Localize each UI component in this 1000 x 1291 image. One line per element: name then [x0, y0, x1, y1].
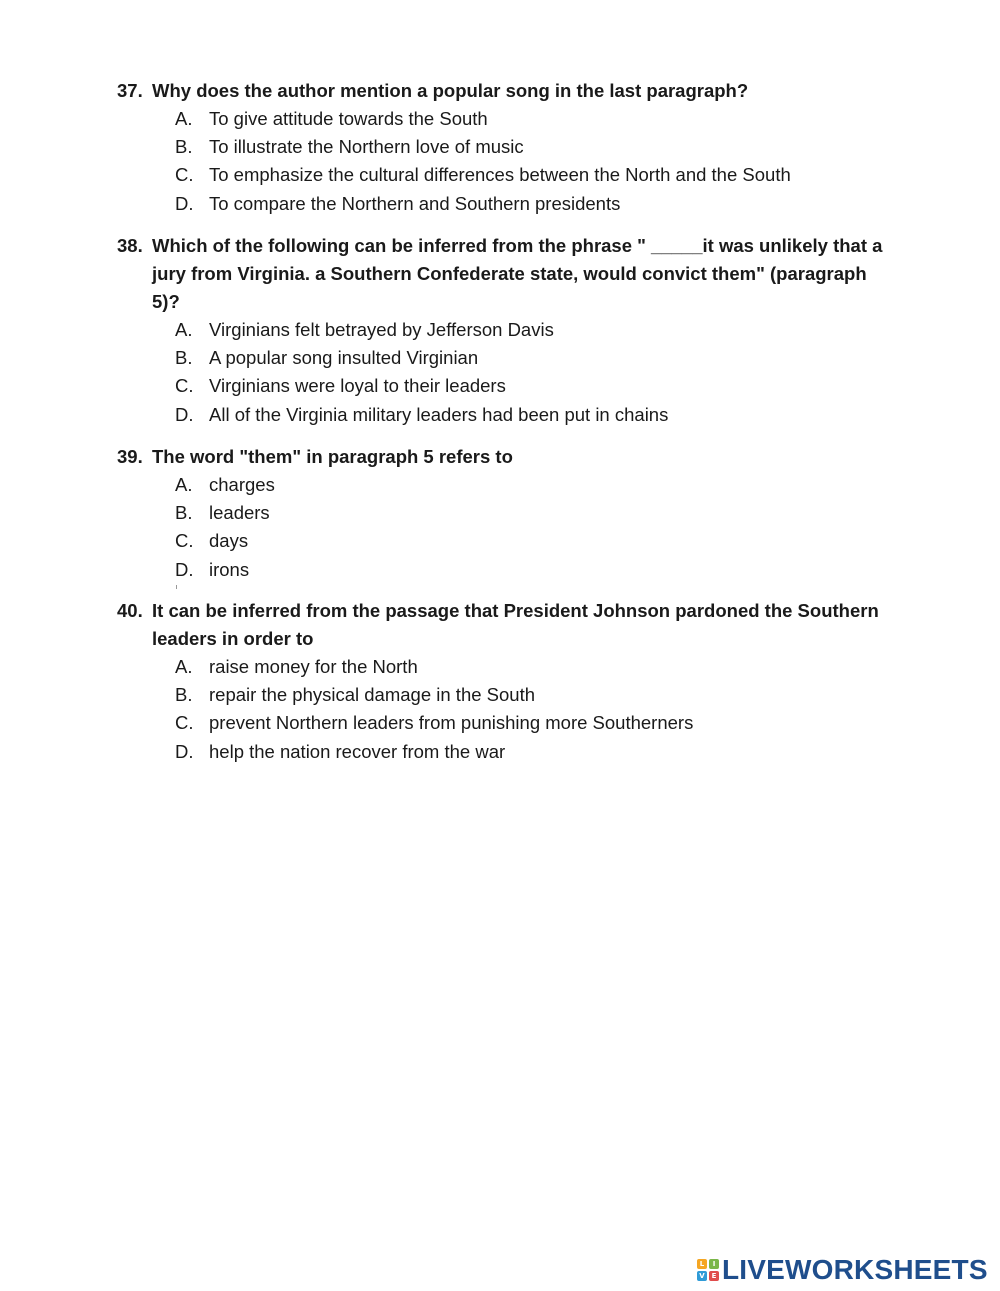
logo-mark-tile: V [697, 1271, 707, 1281]
option-letter: B. [175, 347, 193, 369]
question-number: 39. [117, 446, 143, 467]
option-letter: A. [175, 656, 193, 677]
option-text: prevent Northern leaders from punishing more Southerners [209, 712, 694, 734]
answer-option-a[interactable] [175, 653, 897, 681]
question-text: It can be inferred from the passage that President Johnson pardoned the Southern leaders in order to [152, 600, 879, 649]
question-39 [117, 443, 897, 584]
stray-mark [176, 585, 177, 589]
question-number: 40. [117, 600, 143, 621]
option-text: charges [209, 474, 275, 495]
question-text: The word "them" in paragraph 5 refers to [152, 446, 513, 467]
question-stem [117, 443, 897, 471]
answer-option-c[interactable] [175, 709, 897, 737]
option-text: To compare the Northern and Southern presidents [209, 192, 621, 214]
logo-text: LIVEWORKSHEETS [722, 1254, 988, 1285]
question-38 [117, 232, 897, 429]
answer-options [117, 471, 897, 584]
option-letter: C. [175, 530, 194, 552]
option-letter: C. [175, 712, 194, 734]
option-text: raise money for the North [209, 656, 418, 677]
answer-option-b[interactable] [175, 133, 897, 161]
option-letter: D. [175, 403, 194, 425]
question-stem [117, 77, 897, 105]
option-letter: D. [175, 558, 194, 580]
option-letter: A. [175, 108, 193, 129]
option-letter: B. [175, 684, 193, 706]
answer-option-a[interactable] [175, 105, 897, 133]
option-text: To emphasize the cultural differences between the North and the South [209, 164, 791, 186]
option-text: repair the physical damage in the South [209, 684, 536, 706]
option-text: To give attitude towards the South [209, 108, 488, 129]
question-stem [117, 597, 897, 653]
answer-options [117, 316, 897, 429]
logo-mark-tile: I [709, 1259, 719, 1269]
logo-mark-icon [697, 1259, 719, 1281]
answer-option-d[interactable] [175, 401, 897, 429]
option-letter: A. [175, 319, 193, 340]
option-letter: C. [175, 164, 194, 186]
option-text: leaders [209, 502, 270, 524]
option-letter: A. [175, 474, 193, 495]
answer-options [117, 653, 897, 766]
answer-option-d[interactable] [175, 556, 897, 584]
answer-option-c[interactable] [175, 161, 897, 189]
liveworksheets-logo[interactable] [697, 1256, 988, 1284]
answer-option-b[interactable] [175, 499, 897, 527]
answer-option-b[interactable] [175, 681, 897, 709]
logo-mark-tile: L [697, 1259, 707, 1269]
option-text: All of the Virginia military leaders had been put in chains [209, 403, 669, 425]
option-letter: B. [175, 136, 193, 158]
question-number: 38. [117, 235, 143, 256]
option-text: irons [209, 558, 250, 580]
answer-option-c[interactable] [175, 527, 897, 555]
option-letter: D. [175, 740, 194, 762]
answer-option-a[interactable] [175, 316, 897, 344]
option-text: days [209, 530, 249, 552]
option-text: help the nation recover from the war [209, 740, 506, 762]
option-letter: C. [175, 375, 194, 397]
answer-option-d[interactable] [175, 190, 897, 218]
option-text: To illustrate the Northern love of music [209, 136, 524, 158]
option-text: Virginians felt betrayed by Jefferson Davis [209, 319, 554, 340]
answer-options [117, 105, 897, 218]
answer-option-a[interactable] [175, 471, 897, 499]
question-stem [117, 232, 897, 316]
option-text: A popular song insulted Virginian [209, 347, 479, 369]
option-letter: B. [175, 502, 193, 524]
question-text: Which of the following can be inferred from the phrase " _____it was unlikely that a jury from Virginia. a Southern Confederate state, would convict them" (paragraph 5)? [152, 235, 883, 312]
question-37 [117, 77, 897, 218]
question-number: 37. [117, 80, 143, 101]
option-text: Virginians were loyal to their leaders [209, 375, 506, 397]
logo-mark-tile: E [709, 1271, 719, 1281]
option-letter: D. [175, 192, 194, 214]
answer-option-b[interactable] [175, 344, 897, 372]
answer-option-c[interactable] [175, 372, 897, 400]
answer-option-d[interactable] [175, 738, 897, 766]
question-40 [117, 597, 897, 766]
question-text: Why does the author mention a popular song in the last paragraph? [152, 80, 749, 101]
